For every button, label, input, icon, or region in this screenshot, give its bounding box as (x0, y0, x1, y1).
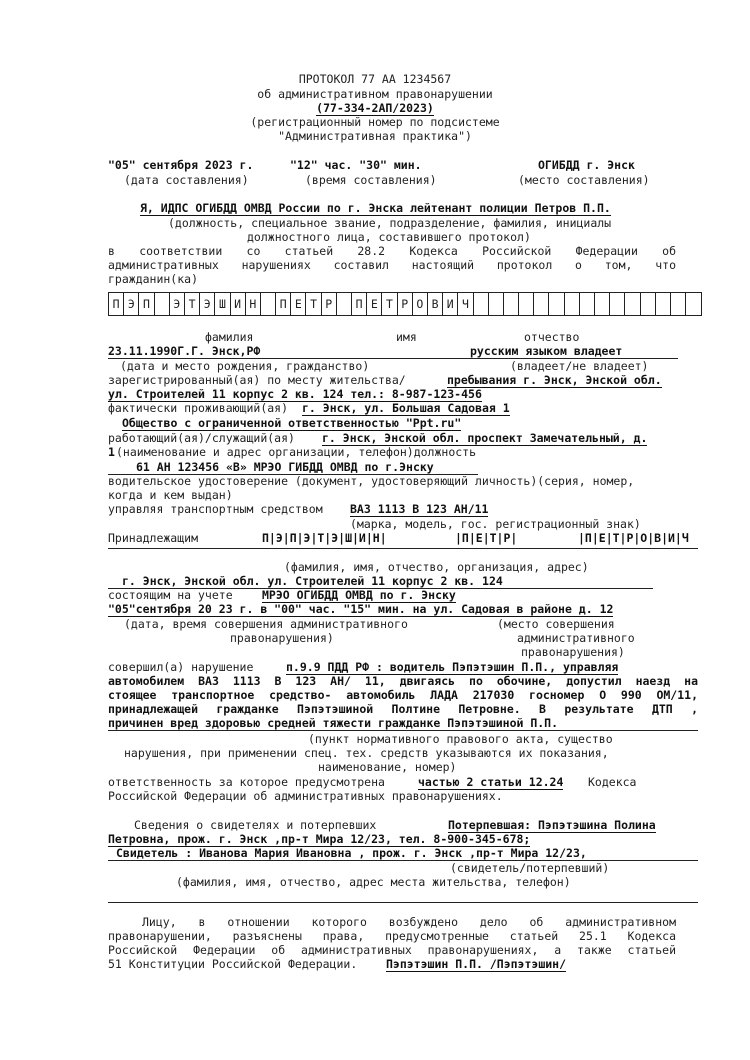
violation-line-2: автомобилем ВАЗ 1113 В 123 АН/ 11, двигаясь по обочине, допустил наезд на (108, 674, 698, 688)
violation-line-1 (286, 660, 618, 674)
protocol-date: "05" сентября 2023 г. (108, 158, 254, 172)
protocol-title: ПРОТОКОЛ 77 АА 1234567 (298, 72, 452, 86)
work-address-1-text: г. Энск, Энской обл. проспект Замечательный, д. (322, 431, 648, 445)
violation-underline (108, 730, 698, 731)
name-letter-cell: Ш (215, 293, 230, 315)
name-letter-cell: Р (398, 293, 413, 315)
work-address-2: 1 (108, 445, 115, 459)
vehicle-value-text: ВАЗ 1113 В 123 АН/11 (350, 502, 489, 516)
victim-line-1-text: Потерпевшая: Пэпэтэшина Полина (448, 818, 656, 832)
name-letter-cell: Т (382, 293, 397, 315)
protocol-subtitle: об административном правонарушении (257, 87, 493, 101)
place-caption: (место составления) (518, 173, 650, 187)
protocol-place: ОГИБДД г. Энск (538, 158, 635, 172)
rights-line-2: правонарушении, разъяснены права, предусмотренные статьей 25.1 Кодекса (108, 929, 676, 943)
witness-line: Свидетель : Иванова Мария Ивановна , прож. г. Энск ,пр-т Мира 12/23, (116, 846, 587, 860)
name-letter-cell: Ч (458, 293, 473, 315)
name-letter-cell (580, 293, 595, 315)
vehicle-value (350, 502, 488, 516)
residence-value-text: г. Энск, ул. Большая Садовая 1 (302, 401, 510, 415)
violation-caption-2: нарушения, при применении спец. тех. средств указываются их показания, (124, 746, 609, 760)
owner-underline (108, 548, 698, 549)
surname-caption: фамилия (205, 330, 254, 344)
name-letter-cell (595, 293, 610, 315)
license-value: 61 АН 123456 «В» МРЭО ГИБДД ОМВД по г.Энску (136, 460, 434, 474)
name-letter-cell: П (352, 293, 367, 315)
work-caption: (наименование и адрес организации, телефон)должность (116, 445, 477, 459)
rights-line-1: Лицу, в отношении которого возбуждено дело об административном (142, 915, 676, 929)
rights-line-4: 51 Конституции Российской Федерации. (108, 957, 358, 971)
owner-name: |П|Е|Т|Р| (455, 531, 518, 545)
name-letter-cell: Е (291, 293, 306, 315)
residence-value (302, 401, 510, 415)
liability-rest-2: Российской Федерации об административных правонарушениях. (108, 789, 503, 803)
name-letter-cell (504, 293, 519, 315)
name-caption: имя (396, 330, 417, 344)
work-organization-text: Общество с ограниченной ответственностью "Ppt.ru" (122, 416, 462, 430)
name-letter-cell (625, 293, 640, 315)
violation-time (108, 602, 613, 616)
name-letter-cell: О (413, 293, 428, 315)
violation-line-3: стоящее транспортное средство- автомобиль ЛАДА 217030 госномер О 990 ОМ/11, (108, 688, 698, 702)
name-letter-cell: Н (246, 293, 261, 315)
intro-line-2: административных нарушениях составил настоящий протокол о том, что (108, 258, 676, 272)
vehicle-label: управляя транспортным средством (108, 502, 323, 516)
name-letter-cell: Е (367, 293, 382, 315)
name-letter-cell (610, 293, 625, 315)
rights-line-3: Российской Федерации об административных правонарушениях, а также статьей (108, 943, 676, 957)
name-letter-cell (656, 293, 671, 315)
liability-label: ответственность за которое предусмотрена (108, 775, 385, 789)
separator-line (108, 902, 698, 903)
name-letter-cell (565, 293, 580, 315)
name-letter-cell: Э (124, 293, 139, 315)
name-letter-cell: Т (185, 293, 200, 315)
work-label: работающий(ая)/служащий(ая) (108, 431, 295, 445)
registered-label: состоящим на учете (108, 588, 233, 602)
name-letter-grid (108, 292, 702, 316)
owner-address: г. Энск, Энской обл. ул. Строителей 11 корпус 2 кв. 124 (122, 574, 503, 588)
registered-value-text: МРЭО ОГИБДД ОМВД по г. Энску (262, 588, 456, 602)
liability-rest-1: Кодекса (588, 775, 637, 789)
name-letter-cell (534, 293, 549, 315)
work-organization (122, 416, 461, 430)
work-address-1 (322, 431, 647, 445)
name-letter-cell (155, 293, 170, 315)
intro-line-3: гражданин(ка) (108, 272, 199, 286)
license-caption-1: водительское удостоверение (документ, удостоверяющий личность)(серия, номер, (108, 474, 635, 488)
registration-value-2 (108, 387, 482, 401)
name-letter-cell: Э (200, 293, 215, 315)
patronymic-caption: отчество (524, 330, 580, 344)
victim-line-2 (108, 832, 530, 846)
owner-patronymic: |П|Е|Т|Р|О|В|И|Ч (578, 531, 689, 545)
language-caption: (владеет/не владеет) (510, 359, 649, 373)
name-letter-cell: И (443, 293, 458, 315)
registration-number (0, 101, 750, 115)
violation-time-caption-1: (дата, время совершения административного (124, 617, 408, 631)
name-letter-cell (261, 293, 276, 315)
owner-caption: (фамилия, имя, отчество, организация, адрес) (284, 560, 589, 574)
name-letter-cell: П (109, 293, 124, 315)
language-info: русским языком владеет (470, 344, 623, 358)
victim-line-1 (448, 818, 656, 832)
registration-caption-2: "Административная практика") (278, 129, 472, 143)
intro-line-1: в соответствии со статьей 28.2 Кодекса Российской Федерации об (108, 244, 676, 258)
violation-caption-3: наименование, номер) (318, 760, 457, 774)
violation-place-caption-2: административного (517, 631, 635, 645)
liability-value (418, 775, 563, 789)
violation-time-caption-2: правонарушения) (230, 631, 334, 645)
officer-info (140, 201, 611, 215)
date-caption: (дата составления) (124, 173, 249, 187)
time-caption: (время составления) (305, 173, 437, 187)
name-letter-cell (686, 293, 701, 315)
name-letter-cell (641, 293, 656, 315)
liability-value-text: частью 2 статьи 12.24 (418, 775, 564, 789)
witnesses-caption-2: (фамилия, имя, отчество, адрес места жительства, телефон) (176, 875, 571, 889)
violation-place-caption-1: (место совершения (497, 617, 615, 631)
violation-time-text: "05"сентября 20 23 г. в "00" час. "15" мин. на ул. Садовая в районе д. 12 (108, 602, 614, 616)
name-letter-cell (519, 293, 534, 315)
witnesses-caption-1: (свидетель/потерпевший) (450, 861, 610, 875)
name-letter-cell: И (231, 293, 246, 315)
registration-value-2-text: ул. Строителей 11 корпус 2 кв. 124 тел.: 8-987-123-456 (108, 387, 482, 401)
officer-info-value: Я, ИДПС ОГИБДД ОМВД России по г. Энска лейтенант полиции Петров П.П. (140, 201, 611, 215)
registration-caption-1: (регистрационный номер по подсистеме (250, 115, 500, 129)
name-letter-cell: В (428, 293, 443, 315)
victim-line-2-text: Петровна, прож. г. Энск ,пр-т Мира 12/23, тел. 8-900-345-678; (108, 832, 531, 846)
name-letter-cell (671, 293, 686, 315)
violation-label: совершил(а) нарушение (108, 660, 254, 674)
name-letter-cell (474, 293, 489, 315)
violation-line-5: причинен вред здоровью средней тяжести гражданке Пэпэтэшиной П.П. (108, 716, 559, 730)
violation-line-1-text: п.9.9 ПДД РФ : водитель Пэпэтэшин П.П., управляя (286, 660, 619, 674)
name-letter-cell: П (139, 293, 154, 315)
registration-number-value: (77-334-2АП/2023) (316, 101, 434, 115)
officer-caption-2: должностного лица, составившего протокол) (247, 230, 531, 244)
signature (386, 957, 566, 971)
birth-caption: (дата и место рождения, гражданство) (120, 359, 370, 373)
birth-info: 23.11.1990Г.Г. Энск,РФ (108, 344, 261, 358)
signature-text: Пэпэтэшин П.П. /Пэпэтэшин/ (386, 957, 567, 971)
registered-value (262, 588, 456, 602)
registration-value-1 (447, 373, 662, 387)
protocol-time: "12" час. "30" мин. (290, 158, 422, 172)
name-letter-cell (337, 293, 352, 315)
officer-caption-1: (должность, специальное звание, подразделение, фамилия, инициалы (168, 216, 612, 230)
vehicle-caption: (марка, модель, гос. регистрационный знак) (350, 517, 641, 531)
name-letter-cell (549, 293, 564, 315)
violation-line-4: принадлежащей гражданке Пэпэтэшиной Полтине Петровне. В результате ДТП , (108, 702, 698, 716)
owner-surname: П|Э|П|Э|Т|Э|Ш|И|Н| (262, 531, 387, 545)
name-letter-cell: Р (322, 293, 337, 315)
violation-place-caption-3: правонарушения) (521, 645, 625, 659)
name-letter-cell: Т (306, 293, 321, 315)
residence-label: фактически проживающий(ая) (108, 401, 289, 415)
name-letter-cell (489, 293, 504, 315)
registration-value-1-text: пребывания г. Энск, Энской обл. (447, 373, 662, 387)
witness-underline (108, 860, 698, 861)
name-letter-cell: Э (170, 293, 185, 315)
witnesses-label: Сведения о свидетелях и потерпевших (134, 818, 377, 832)
violation-caption-1: (пункт нормативного правового акта, существо (308, 732, 613, 746)
license-caption-2: когда и кем выдан) (108, 488, 233, 502)
registration-label: зарегистрированный(ая) по месту жительства/ (108, 373, 406, 387)
name-letter-cell: П (276, 293, 291, 315)
owner-label: Принадлежащим (108, 531, 199, 545)
